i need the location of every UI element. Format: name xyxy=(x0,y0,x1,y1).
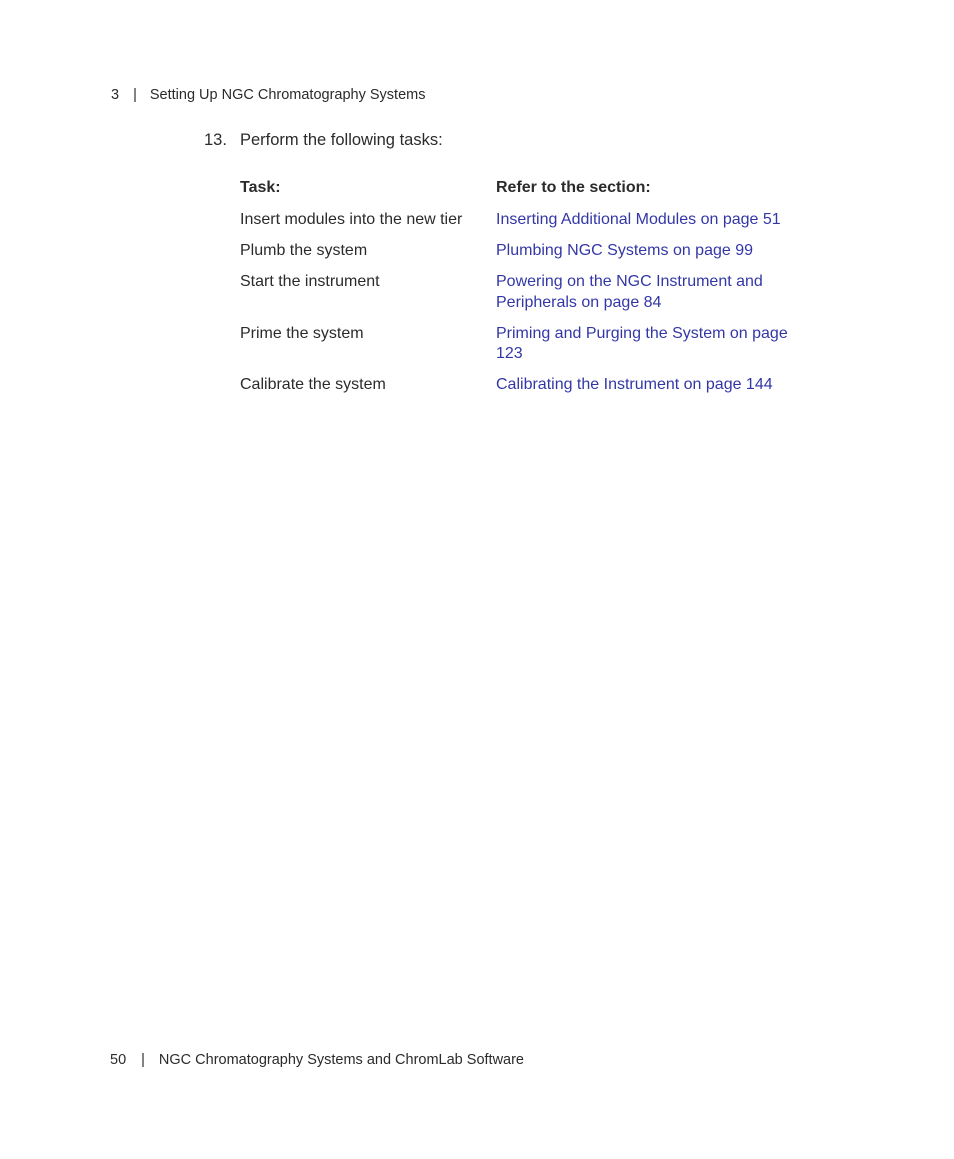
document-title: NGC Chromatography Systems and ChromLab Software xyxy=(158,1052,524,1068)
task-cell: Calibrate the system xyxy=(240,376,386,393)
table-row xyxy=(240,241,800,262)
task-cell: Plumb the system xyxy=(240,242,368,259)
task-cell: Start the instrument xyxy=(240,273,380,290)
chapter-number: 3 xyxy=(111,87,120,103)
table-header-row xyxy=(240,178,800,199)
table-row xyxy=(240,210,800,231)
reference-link[interactable]: Powering on the NGC Instrument and Peripherals on page 84 xyxy=(496,273,763,311)
table-row xyxy=(240,324,800,365)
task-column-header: Task: xyxy=(240,179,281,196)
step-text: Perform the following tasks: xyxy=(240,131,443,149)
chapter-title: Setting Up NGC Chromatography Systems xyxy=(149,87,426,103)
running-footer xyxy=(110,1052,524,1068)
task-table xyxy=(240,178,800,406)
reference-column-header: Refer to the section: xyxy=(496,179,651,196)
header-separator: | xyxy=(133,87,137,103)
step-13 xyxy=(204,131,443,150)
page-number: 50 xyxy=(110,1052,127,1068)
reference-link[interactable]: Inserting Additional Modules on page 51 xyxy=(496,211,781,228)
footer-separator: | xyxy=(141,1052,145,1068)
table-row xyxy=(240,272,800,313)
step-number: 13. xyxy=(204,131,227,149)
running-header xyxy=(111,87,425,103)
task-cell: Prime the system xyxy=(240,324,364,342)
reference-link[interactable]: Priming and Purging the System on page 123 xyxy=(496,324,788,362)
reference-link[interactable]: Plumbing NGC Systems on page 99 xyxy=(496,242,754,259)
task-cell: Insert modules into the new tier xyxy=(240,211,463,228)
table-row xyxy=(240,375,800,396)
reference-link[interactable]: Calibrating the Instrument on page 144 xyxy=(496,376,773,393)
